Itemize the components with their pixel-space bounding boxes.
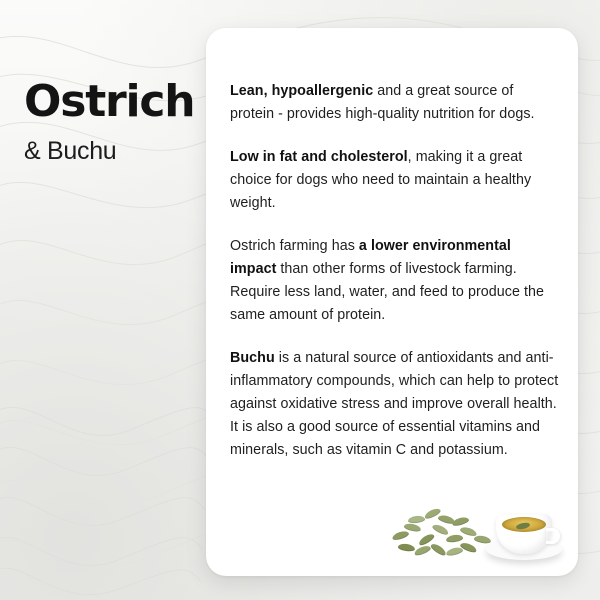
benefit-rest-4: is a natural source of antioxidants and anti-inflammatory compounds, which can help to protect against oxidative stress and improve overall health. It is also a good source of essential vitamins and minerals, such as vitamin C and potassium. xyxy=(230,350,559,458)
decorative-photo xyxy=(382,474,562,570)
benefit-lead-4: Buchu xyxy=(230,350,275,366)
dried-herbs-pile-icon xyxy=(388,502,492,562)
benefit-paragraph-4 xyxy=(230,347,560,462)
benefit-lead-2: Low in fat and cholesterol xyxy=(230,149,408,165)
benefit-rest-3: than other forms of livestock farming. Require less land, water, and feed to produce the same amount of protein. xyxy=(230,261,545,323)
benefit-rest-1: and a great source of protein - provides high-quality nutrition for dogs. xyxy=(230,83,535,122)
info-card xyxy=(206,28,578,576)
benefit-paragraph-1 xyxy=(230,80,560,126)
cup-handle xyxy=(546,528,560,544)
benefit-rest-2: , making it a great choice for dogs who need to maintain a healthy weight. xyxy=(230,149,532,211)
benefit-paragraph-3 xyxy=(230,235,560,327)
benefit-pre-3: Ostrich farming has xyxy=(230,238,359,254)
page-title: Ostrich xyxy=(24,76,195,127)
benefit-lead-1: Lean, hypoallergenic xyxy=(230,83,374,99)
page-subtitle: & Buchu xyxy=(24,137,117,165)
benefit-lead-3: a lower environmental impact xyxy=(230,238,511,277)
benefit-paragraph-2 xyxy=(230,146,560,215)
tea-cup-icon xyxy=(486,490,562,566)
card-body xyxy=(230,80,560,462)
left-title-panel xyxy=(0,0,210,600)
